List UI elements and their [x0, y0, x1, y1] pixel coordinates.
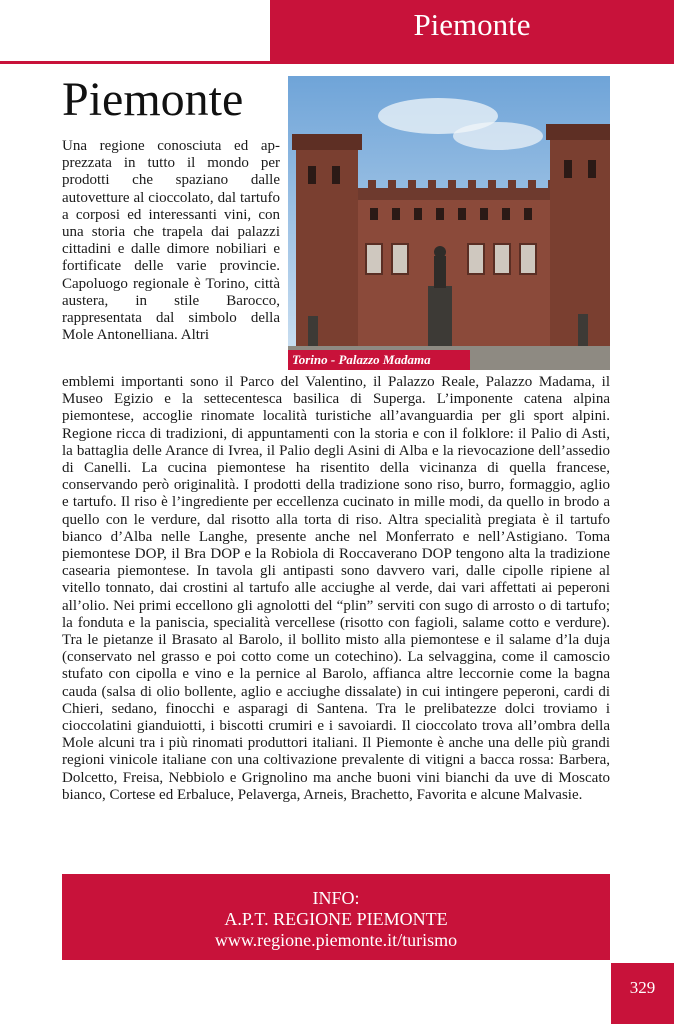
palazzo-madama-photo	[288, 76, 610, 370]
info-website-link[interactable]: www.regione.piemonte.it/turismo	[214, 930, 458, 950]
info-box	[62, 874, 610, 960]
info-label: INFO:	[312, 888, 360, 908]
page-number: 329	[611, 963, 674, 1024]
page-title: Piemonte	[62, 73, 244, 126]
palace-illustration	[288, 76, 610, 370]
header-rule	[0, 61, 674, 64]
intro-paragraph: Una regione conosciuta ed apprezzata in tutto il mondo per prodotti che spaziano dalle autovetture al cioccolato, dal tartufo a corposi ed interessanti vini, con una storia che trapela dai palazzi cittadini e dalle dimore nobiliari e fortificate delle varie provincie. Capoluogo regionale è Torino, città austera, in stile Barocco, rappresentata dal simbolo della Mole Antonelliana. Altri	[62, 138, 280, 344]
body-paragraph: emblemi importanti sono il Parco del Valentino, il Palazzo Reale, Palazzo Madama, il Museo Egizio e la settecentesca basilica di Superga. L’imponente catena alpina piemontese, accoglie rinomate località turistiche all’avanguardia per gli sport alpini. Regione ricca di tradizioni, di appuntamenti con la storia e con il folklore: il Palio di Asti, la battaglia delle Arance di Ivrea, il Palio degli Asini di Alba e la rievocazione dell’assedio di Canelli. La cucina piemontese ha risentito della vicinanza di quella francese, conservando però originalità. I prodotti della tradizione sono riso, burro, formaggio, aglio e tartufo. Il riso è l’ingrediente per eccellenza cucinato in mille modi, da quello in brodo a quello con le verdure, dal risotto alla torta di riso. Altra specialità pregiata è il tartufo bianco d’Alba nelle Langhe, presente anche nel Monferrato e nell’Astigiano. Toma piemontese DOP, il Bra DOP e la Robiola di Roccaverano DOP tengono alta la tradizione casearia piemontese. In tavola gli antipasti sono davvero vari, dalle cipolle ripiene al vitello tonnato, dai crostini al tartufo alle acciughe al verde, dai vari affettati ai peperoni all’olio. Nei primi eccellono gli agnolotti del “plin” serviti con sugo di arrosto o di tartufo; la fonduta e la paniscia, specialità vercellese (risotto con fagioli, salame cotto e verdure). Tra le pietanze il Brasato al Barolo, il bollito misto alla piemontese e il salame d’la duja (conservato nel grasso e poi cotto come un cotechino). La selvaggina, come il camoscio stufato con cipolla e vino e la pernice al Barolo, affianca altre leccornie come la bagna cauda (salsa di olio bollente, aglio e acciughe dissalate) in cui intingere peperoni, cardi di Chieri, sedano, finocchi e asparagi di Santena. Tra le prelibatezze dolci troviamo i cioccolatini gianduiotti, i biscotti crumiri e i savoiardi. Il cioccolato trova all’ombra della Mole alcuni tra i più rinomati produttori italiani. Il Piemonte è anche una delle più grandi regioni vinicole italiane con una coltivazione prevalente di vitigni a bacca rossa: Barbera, Dolcetto, Freisa, Nebbiolo e Grignolino ma anche buoni vini bianchi da uve di Moscato bianco, Cortese ed Erbaluce, Pelaverga, Arneis, Brachetto, Favorita e alcune Malvasie.	[62, 374, 610, 803]
photo-caption: Torino - Palazzo Madama	[288, 350, 470, 370]
info-organization: A.P.T. REGIONE PIEMONTE	[224, 909, 448, 929]
section-header: Piemonte	[270, 0, 674, 61]
